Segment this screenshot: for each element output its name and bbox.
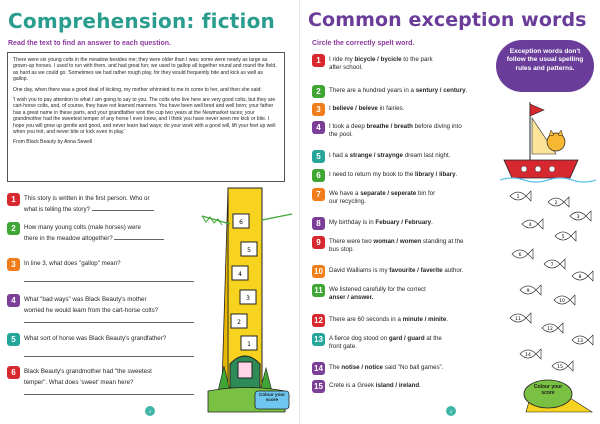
score-fish[interactable] bbox=[554, 295, 575, 305]
svg-text:2: 2 bbox=[554, 201, 558, 206]
score-block[interactable] bbox=[233, 214, 249, 228]
page-number: 2 bbox=[145, 406, 155, 416]
score-tower bbox=[200, 186, 295, 414]
svg-text:3: 3 bbox=[576, 215, 580, 220]
item-number: 9 bbox=[312, 236, 325, 249]
question-number: 2 bbox=[7, 222, 20, 235]
score-fish[interactable] bbox=[572, 335, 593, 345]
svg-text:2: 2 bbox=[237, 319, 241, 326]
sentence-text: There are 60 seconds in a bbox=[329, 316, 403, 323]
item-number: 11 bbox=[312, 284, 325, 297]
sentence-text: the pool. bbox=[329, 131, 353, 138]
sentence-text: I ride my bbox=[329, 56, 355, 63]
word-choice[interactable]: woman / women bbox=[373, 238, 422, 245]
word-choice[interactable]: bicycle / bycicle bbox=[354, 56, 402, 63]
score-fish[interactable] bbox=[572, 271, 593, 281]
question-text: what is telling the story? bbox=[24, 206, 91, 213]
sentence-text: at the bbox=[424, 335, 442, 342]
svg-text:9: 9 bbox=[526, 289, 530, 294]
question-text: What "bad ways" was Black Beauty's mother bbox=[24, 296, 147, 303]
question-number: 5 bbox=[7, 333, 20, 346]
question-text: In line 3, what does "gallop" mean? bbox=[24, 260, 121, 267]
page-number: 3 bbox=[446, 406, 456, 416]
question-text: What sort of horse was Black Beauty's grandfather? bbox=[24, 335, 167, 342]
svg-text:12: 12 bbox=[547, 327, 553, 332]
story-passage bbox=[7, 52, 285, 182]
svg-text:3: 3 bbox=[246, 295, 250, 302]
sentence-text: in fairies. bbox=[377, 105, 405, 112]
svg-text:5: 5 bbox=[247, 247, 251, 254]
word-choice[interactable]: breathe / breath bbox=[366, 123, 413, 130]
sentence-text: . bbox=[455, 171, 458, 178]
score-block[interactable] bbox=[241, 242, 257, 256]
word-choice[interactable]: believe / beleve bbox=[332, 105, 378, 112]
right-page bbox=[300, 0, 600, 424]
item-number: 4 bbox=[312, 121, 325, 134]
svg-text:10: 10 bbox=[559, 299, 565, 304]
question-number: 4 bbox=[7, 294, 20, 307]
score-boat bbox=[500, 98, 596, 414]
item-number: 5 bbox=[312, 150, 325, 163]
passage-paragraph: One day, when there was a good deal of kicking, my mother whinnied to me to come to her, and then she said: bbox=[13, 86, 262, 93]
svg-text:1: 1 bbox=[516, 195, 520, 200]
sentence-text: I took a deep bbox=[329, 123, 367, 130]
word-choice[interactable]: anser / answer. bbox=[329, 294, 374, 301]
sentence-text: We have a bbox=[329, 190, 361, 197]
svg-text:8: 8 bbox=[578, 275, 582, 280]
svg-text:11: 11 bbox=[515, 317, 521, 322]
word-choice[interactable]: favourite / faverite bbox=[389, 267, 443, 274]
sentence-text: to the park bbox=[401, 56, 433, 63]
item-number: 3 bbox=[312, 103, 325, 116]
passage-paragraph: There were six young colts in the meadow besides me; they were older than I was; some were nearly as large as grown-up horses. I used to run with them, and had great fun; we used to gallop all together round and round the field, as hard as we could go. Sometimes we had rather rough play, for they would frequently bite and kick as well as gallop. bbox=[13, 57, 277, 83]
question-text: temper". What does 'sweet' mean here? bbox=[24, 379, 134, 386]
word-choice[interactable]: notise / notice bbox=[341, 364, 383, 371]
sentence-text: I had a bbox=[329, 152, 350, 159]
sentence-text: There were two bbox=[329, 238, 374, 245]
score-fish[interactable] bbox=[552, 361, 573, 371]
passage-paragraph: 'I wish you to pay attention to what I am going to say to you. The colts who live here are very good colts, but they are cart-horse colts, and, of course, they have not learned manners. You have been well bred and well born; your father has a great name in these parts, and your grandfather won the cup two years at the Newmarket races; your grandmother had the sweetest temper of any horse I ever knew, and I think you have never seen me kick or bite. I hope you will grow up gentle and good, and never learn bad ways; do your work with a good will, lift your feet up well when you trot, and never bite or kick even in play.' bbox=[13, 97, 276, 136]
svg-text:14: 14 bbox=[525, 353, 531, 358]
score-fish[interactable] bbox=[520, 285, 541, 295]
sentence-text: after school. bbox=[329, 64, 363, 71]
svg-text:4: 4 bbox=[238, 271, 242, 278]
sentence-text: standing at the bbox=[421, 238, 464, 245]
info-bubble: Exception words don't follow the usual spelling rules and patterns. bbox=[496, 40, 594, 92]
tower-illustration bbox=[200, 186, 295, 414]
sentence-text: front gate. bbox=[329, 343, 357, 350]
word-choice[interactable]: separate / seperate bbox=[360, 190, 417, 197]
sentence-text: . bbox=[431, 219, 433, 226]
sentence-text: bus stop. bbox=[329, 246, 355, 253]
question-number: 1 bbox=[7, 193, 20, 206]
word-choice[interactable]: gard / guard bbox=[388, 335, 425, 342]
score-fish[interactable] bbox=[510, 191, 531, 201]
svg-text:6: 6 bbox=[518, 253, 522, 258]
question-text: This story is written in the first person. Who or bbox=[24, 195, 150, 202]
sentence-text: author. bbox=[442, 267, 464, 274]
sentence-text: I need to return my book to the bbox=[329, 171, 415, 178]
colour-score-label: Colour your score bbox=[258, 392, 286, 403]
sentence-text: We listened carefully for the correct bbox=[329, 286, 426, 293]
answer-line[interactable] bbox=[24, 394, 194, 395]
score-fish[interactable] bbox=[542, 323, 563, 333]
page-title: Common exception words bbox=[308, 9, 587, 31]
page-title: Comprehension: fiction bbox=[8, 9, 275, 33]
score-fish[interactable] bbox=[510, 313, 531, 323]
item-number: 13 bbox=[312, 333, 325, 346]
score-block[interactable] bbox=[232, 266, 248, 280]
svg-text:1: 1 bbox=[247, 341, 251, 348]
item-number: 7 bbox=[312, 188, 325, 201]
item-number: 10 bbox=[312, 265, 325, 278]
word-choice[interactable]: library / libary bbox=[415, 171, 456, 178]
score-fish[interactable] bbox=[512, 249, 533, 259]
score-block[interactable] bbox=[241, 336, 257, 350]
svg-text:4: 4 bbox=[528, 223, 532, 228]
sentence-text: A fierce dog stood on bbox=[329, 335, 389, 342]
instruction: Read the text to find an answer to each question. bbox=[8, 40, 171, 47]
score-fish[interactable] bbox=[555, 231, 576, 241]
question-text: How many young colts (male horses) were bbox=[24, 224, 141, 231]
item-number: 14 bbox=[312, 362, 325, 375]
answer-line[interactable] bbox=[92, 205, 154, 211]
instruction: Circle the correctly spelt word. bbox=[312, 40, 415, 47]
svg-text:6: 6 bbox=[239, 219, 243, 226]
sentence-text: . bbox=[419, 382, 421, 389]
sentence-text: I bbox=[329, 105, 333, 112]
question-text: Black Beauty's grandmother had "the sweetest bbox=[24, 368, 152, 375]
answer-line[interactable] bbox=[24, 281, 194, 282]
question-number: 6 bbox=[7, 366, 20, 379]
question-number: 3 bbox=[7, 258, 20, 271]
sentence-text: dream last night. bbox=[402, 152, 451, 159]
score-block[interactable] bbox=[231, 314, 247, 328]
score-fish[interactable] bbox=[548, 197, 569, 207]
sentence-text: The bbox=[329, 364, 342, 371]
score-block[interactable] bbox=[240, 290, 256, 304]
boat-illustration bbox=[500, 98, 596, 414]
score-fish[interactable] bbox=[570, 211, 591, 221]
score-fish[interactable] bbox=[520, 349, 541, 359]
passage-source: From Black Beauty by Anna Sewell bbox=[13, 139, 93, 146]
item-number: 15 bbox=[312, 380, 325, 393]
item-number: 1 bbox=[312, 54, 325, 67]
sentence-text: before diving into bbox=[412, 123, 462, 130]
svg-text:15: 15 bbox=[557, 365, 563, 370]
sentence-text: Crete is a Greek bbox=[329, 382, 376, 389]
sentence-text: David Walliams is my bbox=[329, 267, 390, 274]
sentence-text: My birthday is in bbox=[329, 219, 376, 226]
sentence-text: . bbox=[446, 316, 449, 323]
sentence-text: said "No ball games". bbox=[383, 364, 444, 371]
sentence-text: our recycling. bbox=[329, 198, 366, 205]
svg-text:13: 13 bbox=[577, 339, 583, 344]
svg-text:7: 7 bbox=[550, 263, 554, 268]
word-choice[interactable]: minute / minite bbox=[402, 316, 447, 323]
colour-score-label: Colour your score bbox=[533, 384, 563, 396]
score-fish[interactable] bbox=[522, 219, 543, 229]
answer-line[interactable] bbox=[24, 356, 194, 357]
sentence-text: . bbox=[465, 87, 468, 94]
score-fish[interactable] bbox=[544, 259, 565, 269]
answer-line[interactable] bbox=[24, 322, 194, 323]
question-text: there in the meadow altogether? bbox=[24, 235, 113, 242]
item-number: 6 bbox=[312, 169, 325, 182]
answer-line[interactable] bbox=[114, 234, 164, 240]
item-number: 12 bbox=[312, 314, 325, 327]
sentence-text: bin for bbox=[416, 190, 436, 197]
item-number: 2 bbox=[312, 85, 325, 98]
word-choice[interactable]: strange / straynge bbox=[349, 152, 403, 159]
sentence-text: There are a hundred years in a bbox=[329, 87, 416, 94]
word-choice[interactable]: Febuary / February bbox=[375, 219, 432, 226]
word-choice[interactable]: island / ireland bbox=[375, 382, 420, 389]
item-number: 8 bbox=[312, 217, 325, 230]
word-choice[interactable]: sentury / century bbox=[415, 87, 466, 94]
svg-text:5: 5 bbox=[561, 235, 565, 240]
question-text: worried he would learn from the cart-horse colts? bbox=[24, 307, 159, 314]
